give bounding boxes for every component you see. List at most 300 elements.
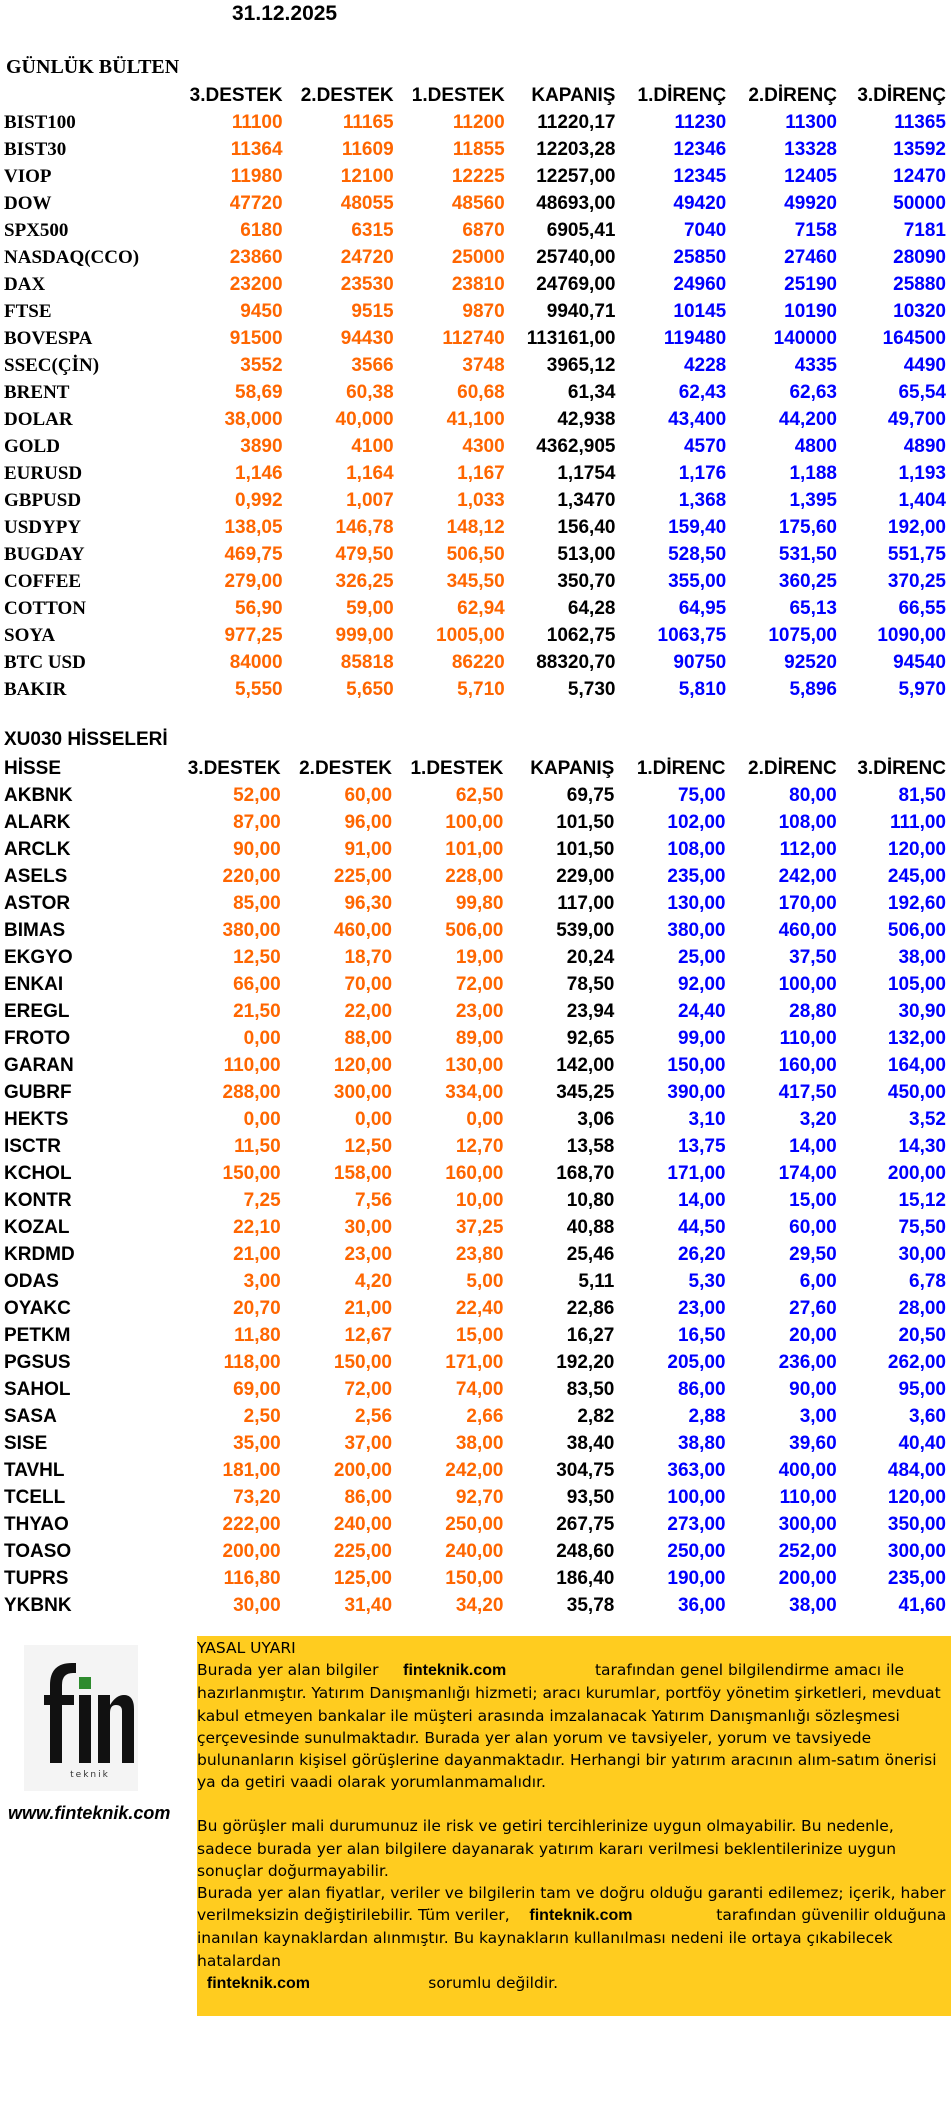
table-cell: 86,00 (344, 1486, 393, 1508)
table-cell: 479,50 (335, 543, 394, 565)
table-cell: 59,00 (346, 597, 394, 619)
table-cell: 60,00 (789, 1216, 837, 1238)
table-cell: 0,00 (355, 1108, 393, 1130)
table-cell: 111,00 (889, 811, 946, 833)
column-header: 2.DESTEK (299, 757, 393, 779)
table-cell: 3965,12 (546, 354, 616, 376)
table-cell: 334,00 (445, 1081, 504, 1103)
instrument-name: COTTON (4, 597, 87, 619)
table-row (4, 890, 952, 917)
table-cell: 92520 (784, 651, 837, 673)
column-header: HİSSE (4, 757, 62, 779)
table-cell: 1090,00 (877, 624, 946, 646)
website-link[interactable]: www.finteknik.com (8, 1803, 171, 1823)
table-cell: 0,00 (243, 1027, 281, 1049)
instrument-name: TUPRS (4, 1567, 69, 1589)
table-cell: 5,730 (567, 678, 616, 700)
finteknik-logo-icon (24, 1645, 138, 1791)
table-row (4, 595, 952, 622)
table-cell: 160,00 (445, 1162, 504, 1184)
table-cell: 171,00 (667, 1162, 726, 1184)
table-cell: 3890 (240, 435, 283, 457)
table-cell: 363,00 (667, 1459, 726, 1481)
table-row (4, 460, 952, 487)
table-row (4, 244, 952, 271)
table-cell: 171,00 (445, 1351, 504, 1373)
table-cell: 91500 (229, 327, 283, 349)
table-cell: 35,00 (233, 1432, 281, 1454)
table-cell: 168,70 (556, 1162, 615, 1184)
table-cell: 86,00 (677, 1378, 726, 1400)
instrument-name: SAHOL (4, 1378, 71, 1400)
table-cell: 102,00 (667, 811, 726, 833)
table-cell: 21,50 (233, 1000, 281, 1022)
table-cell: 267,75 (556, 1513, 615, 1535)
table-cell: 23,94 (566, 1000, 615, 1022)
instrument-name: AKBNK (4, 784, 73, 806)
table-cell: 1,164 (346, 462, 394, 484)
table-row (4, 782, 952, 809)
table-cell: 3,00 (243, 1270, 281, 1292)
table-cell: 528,50 (668, 543, 727, 565)
table-row (4, 649, 952, 676)
table-row (4, 676, 952, 703)
table-cell: 11230 (674, 111, 727, 133)
table-row (4, 298, 952, 325)
table-cell: 100,00 (445, 811, 504, 833)
table-cell: 74,00 (455, 1378, 504, 1400)
table-cell: 101,50 (556, 811, 615, 833)
table-cell: 25,46 (566, 1243, 615, 1265)
xu030-table (4, 755, 952, 1619)
table-cell: 300,00 (778, 1513, 837, 1535)
instrument-name: KOZAL (4, 1216, 70, 1238)
table-cell: 304,75 (556, 1459, 615, 1481)
table-cell: 23,00 (344, 1243, 393, 1265)
table-cell: 10,80 (566, 1189, 615, 1211)
table-cell: 999,00 (335, 624, 394, 646)
table-cell: 12470 (893, 165, 946, 187)
table-cell: 75,00 (677, 784, 726, 806)
column-header: 3.DESTEK (189, 84, 283, 106)
table-cell: 12346 (673, 138, 727, 160)
instrument-name: THYAO (4, 1513, 69, 1535)
legal-disclaimer (197, 1636, 951, 2016)
table-cell: 977,25 (224, 624, 283, 646)
table-cell: 240,00 (333, 1513, 393, 1535)
table-cell: 69,00 (233, 1378, 281, 1400)
table-cell: 80,00 (789, 784, 837, 806)
table-row (4, 136, 952, 163)
table-cell: 28,80 (789, 1000, 837, 1022)
table-cell: 15,12 (898, 1189, 946, 1211)
table-cell: 380,00 (667, 919, 726, 941)
table-cell: 5,550 (235, 678, 283, 700)
table-cell: 49920 (784, 192, 837, 214)
table-row (4, 1376, 952, 1403)
instrument-name: NASDAQ(CCO) (4, 246, 140, 268)
table-cell: 86220 (451, 651, 505, 673)
table-cell: 150,00 (333, 1351, 393, 1373)
table-cell: 4490 (903, 354, 946, 376)
table-cell: 41,60 (898, 1594, 946, 1616)
table-cell: 38,40 (566, 1432, 615, 1454)
table-cell: 58,69 (235, 381, 283, 403)
table-cell: 5,650 (346, 678, 394, 700)
table-cell: 460,00 (333, 919, 393, 941)
disclaimer-title: YASAL UYARI (197, 1639, 296, 1657)
table-cell: 1,1754 (557, 462, 616, 484)
table-cell: 12203,28 (536, 138, 616, 160)
table-cell: 4890 (903, 435, 946, 457)
table-cell: 300,00 (333, 1081, 393, 1103)
table-cell: 87,00 (233, 811, 281, 833)
table-row (4, 944, 952, 971)
table-cell: 22,00 (344, 1000, 393, 1022)
table-cell: 14,30 (898, 1135, 946, 1157)
table-row (4, 1592, 952, 1619)
table-cell: 531,50 (778, 543, 837, 565)
table-cell: 38,000 (224, 408, 283, 430)
table-cell: 24720 (340, 246, 394, 268)
table-cell: 49,700 (887, 408, 946, 430)
table-cell: 23860 (229, 246, 283, 268)
table-cell: 150,00 (667, 1054, 726, 1076)
table-row (4, 1565, 952, 1592)
table-cell: 20,50 (898, 1324, 946, 1346)
table-cell: 12257,00 (536, 165, 616, 187)
table-row (4, 917, 952, 944)
table-cell: 37,00 (344, 1432, 393, 1454)
table-cell: 7,25 (243, 1189, 281, 1211)
table-cell: 112740 (442, 327, 505, 349)
table-cell: 12,50 (233, 946, 281, 968)
table-row (4, 541, 952, 568)
table-cell: 4300 (462, 435, 505, 457)
table-cell: 44,200 (778, 408, 837, 430)
table-cell: 160,00 (778, 1054, 837, 1076)
instrument-name: KCHOL (4, 1162, 72, 1184)
table-cell: 4362,905 (536, 435, 616, 457)
instrument-name: KRDMD (4, 1243, 75, 1265)
table-cell: 6315 (351, 219, 394, 241)
table-cell: 5,30 (688, 1270, 726, 1292)
table-cell: 72,00 (455, 973, 504, 995)
table-cell: 62,50 (455, 784, 504, 806)
table-cell: 190,00 (667, 1567, 726, 1589)
table-cell: 192,00 (887, 516, 946, 538)
table-cell: 6,00 (799, 1270, 837, 1292)
table-cell: 23,00 (455, 1000, 504, 1022)
table-cell: 25880 (893, 273, 946, 295)
table-cell: 41,100 (446, 408, 505, 430)
table-cell: 18,70 (344, 946, 393, 968)
table-cell: 469,75 (224, 543, 283, 565)
table-cell: 539,00 (556, 919, 615, 941)
table-cell: 95,00 (898, 1378, 946, 1400)
table-cell: 119480 (663, 327, 727, 349)
table-cell: 5,970 (898, 678, 946, 700)
table-cell: 105,00 (887, 973, 946, 995)
table-cell: 22,10 (233, 1216, 281, 1238)
bulletin-table (4, 82, 952, 703)
disclaimer-paragraph-1: Burada yer alan bilgiler finteknik.com tarafından genel bilgilendirme amacı ile hazırlanmıştır. Yatırım Danışmanlığı hizmeti; aracı kurumlar, portföy yönetim şirketleri, mevduat kabul etmeyen bankalar ile müşteri arasında imzalanacak Yatırım Danışmanlığı sözleşmesi çerçevesinde sunulmaktadır. Burada yer alan yorum ve tavsiyeler, yorum ve tavsiyede bulunanların kişisel görüşlerine dayanmaktadır. Herhangi bir yatırım aracının alım-satım önerisi ya da getiri vaadi olarak yorumlanmamalıdır. (197, 1661, 941, 1792)
instrument-name: KONTR (4, 1189, 72, 1211)
table-cell: 400,00 (778, 1459, 837, 1481)
column-header: 1.DESTEK (411, 84, 505, 106)
table-cell: 92,00 (677, 973, 726, 995)
table-cell: 73,20 (233, 1486, 281, 1508)
table-cell: 11,50 (234, 1135, 281, 1157)
table-cell: 29,50 (789, 1243, 837, 1265)
table-cell: 70,00 (344, 973, 393, 995)
table-row (4, 863, 952, 890)
table-cell: 9940,71 (546, 300, 616, 322)
table-cell: 27,60 (789, 1297, 837, 1319)
column-header: 3.DİRENÇ (857, 84, 946, 106)
table-cell: 96,00 (344, 811, 393, 833)
table-cell: 11365 (894, 111, 946, 133)
table-cell: 47720 (229, 192, 283, 214)
table-cell: 130,00 (445, 1054, 504, 1076)
column-header: 2.DİRENÇ (748, 84, 837, 106)
table-cell: 4800 (794, 435, 837, 457)
table-cell: 38,00 (455, 1432, 504, 1454)
instrument-name: ASELS (4, 865, 68, 887)
instrument-name: ASTOR (4, 892, 71, 914)
table-cell: 3,06 (577, 1108, 615, 1130)
table-cell: 25190 (784, 273, 837, 295)
table-cell: 110,00 (779, 1027, 837, 1049)
table-row (4, 325, 952, 352)
table-cell: 250,00 (667, 1540, 726, 1562)
table-cell: 31,40 (344, 1594, 393, 1616)
instrument-name: TOASO (4, 1540, 72, 1562)
table-cell: 38,80 (677, 1432, 726, 1454)
instrument-name: BIST100 (4, 111, 76, 133)
table-row (4, 568, 952, 595)
table-cell: 120,00 (887, 838, 946, 860)
table-cell: 28090 (893, 246, 946, 268)
table-cell: 3,20 (799, 1108, 837, 1130)
brand-name: finteknik.com (206, 1974, 310, 1992)
instrument-name: GARAN (4, 1054, 74, 1076)
instrument-name: COFFEE (4, 570, 82, 592)
table-cell: 2,50 (243, 1405, 281, 1427)
table-cell: 49420 (673, 192, 727, 214)
table-cell: 110,00 (779, 1486, 837, 1508)
instrument-name: DOLAR (4, 408, 73, 430)
table-cell: 23810 (451, 273, 505, 295)
table-cell: 16,27 (566, 1324, 615, 1346)
table-cell: 84000 (229, 651, 283, 673)
table-row (4, 1538, 952, 1565)
table-cell: 19,00 (455, 946, 504, 968)
instrument-name: BOVESPA (4, 327, 93, 349)
table-cell: 11,80 (234, 1324, 281, 1346)
table-cell: 117,00 (557, 892, 615, 914)
column-header: 1.DİRENÇ (637, 84, 727, 106)
instrument-name: ARCLK (4, 838, 71, 860)
table-cell: 3,00 (799, 1405, 837, 1427)
instrument-name: OYAKC (4, 1297, 71, 1319)
column-header: KAPANIŞ (530, 757, 615, 779)
table-cell: 91,00 (344, 838, 393, 860)
table-row (4, 836, 952, 863)
table-cell: 64,28 (567, 597, 616, 619)
table-cell: 10,00 (455, 1189, 504, 1211)
table-row (4, 1511, 952, 1538)
table-cell: 28,00 (898, 1297, 946, 1319)
table-cell: 4570 (683, 435, 727, 457)
table-row (4, 1268, 952, 1295)
table-cell: 1,146 (235, 462, 283, 484)
table-cell: 25740,00 (536, 246, 616, 268)
table-cell: 551,75 (887, 543, 946, 565)
table-cell: 159,40 (668, 516, 727, 538)
table-cell: 101,50 (556, 838, 615, 860)
instrument-name: VIOP (4, 165, 52, 187)
table-cell: 326,25 (335, 570, 394, 592)
instrument-name: ODAS (4, 1270, 59, 1292)
table-cell: 12345 (673, 165, 727, 187)
table-cell: 35,78 (566, 1594, 615, 1616)
table-cell: 252,00 (778, 1540, 837, 1562)
table-cell: 7158 (794, 219, 837, 241)
table-cell: 242,00 (778, 865, 837, 887)
instrument-name: SPX500 (4, 219, 69, 241)
table-cell: 120,00 (333, 1054, 393, 1076)
table-cell: 164,00 (887, 1054, 946, 1076)
table-cell: 9515 (351, 300, 394, 322)
table-cell: 38,00 (898, 946, 946, 968)
table-row (4, 809, 952, 836)
table-cell: 4335 (794, 354, 837, 376)
table-cell: 60,00 (344, 784, 393, 806)
table-cell: 5,00 (466, 1270, 504, 1292)
table-cell: 30,00 (233, 1594, 281, 1616)
table-cell: 2,66 (466, 1405, 504, 1427)
table-cell: 125,00 (333, 1567, 393, 1589)
table-cell: 200,00 (222, 1540, 281, 1562)
table-cell: 390,00 (667, 1081, 726, 1103)
instrument-name: BIST30 (4, 138, 67, 160)
table-cell: 10145 (673, 300, 727, 322)
table-cell: 25850 (673, 246, 727, 268)
table-cell: 23200 (229, 273, 283, 295)
table-cell: 90,00 (233, 838, 281, 860)
xu030-title: XU030 HİSSELERİ (4, 729, 168, 750)
table-cell: 61,34 (567, 381, 616, 403)
table-cell: 245,00 (887, 865, 946, 887)
table-cell: 52,00 (233, 784, 281, 806)
table-cell: 21,00 (233, 1243, 281, 1265)
table-cell: 13,75 (677, 1135, 726, 1157)
table-cell: 78,50 (566, 973, 615, 995)
table-cell: 140000 (773, 327, 837, 349)
table-cell: 300,00 (887, 1540, 946, 1562)
table-row (4, 1295, 952, 1322)
table-cell: 506,00 (445, 919, 504, 941)
instrument-name: BAKIR (4, 678, 67, 700)
bulletin-title: GÜNLÜK BÜLTEN (6, 56, 180, 78)
table-cell: 175,60 (778, 516, 837, 538)
table-row (4, 1214, 952, 1241)
table-cell: 229,00 (556, 865, 615, 887)
table-cell: 11165 (342, 111, 394, 133)
table-row (4, 1106, 952, 1133)
table-cell: 96,30 (344, 892, 393, 914)
table-cell: 236,00 (778, 1351, 837, 1373)
table-cell: 65,54 (898, 381, 946, 403)
table-cell: 60,68 (457, 381, 505, 403)
table-cell: 11300 (785, 111, 837, 133)
table-cell: 1,193 (898, 462, 946, 484)
table-cell: 94430 (340, 327, 394, 349)
table-row (4, 1160, 952, 1187)
table-cell: 1,395 (789, 489, 837, 511)
table-cell: 65,13 (789, 597, 837, 619)
table-cell: 370,25 (887, 570, 946, 592)
table-cell: 279,00 (224, 570, 283, 592)
table-cell: 60,38 (346, 381, 394, 403)
instrument-name: YKBNK (4, 1594, 72, 1616)
table-cell: 48693,00 (536, 192, 616, 214)
instrument-name: TCELL (4, 1486, 66, 1508)
table-cell: 89,00 (455, 1027, 504, 1049)
table-cell: 228,00 (445, 865, 504, 887)
instrument-name: TAVHL (4, 1459, 65, 1481)
table-cell: 288,00 (222, 1081, 281, 1103)
instrument-name: FTSE (4, 300, 52, 322)
table-cell: 1,176 (678, 462, 727, 484)
table-cell: 6,78 (909, 1270, 946, 1292)
table-cell: 48560 (451, 192, 505, 214)
table-cell: 4,20 (355, 1270, 393, 1292)
disclaimer-paragraph-3: Burada yer alan fiyatlar, veriler ve bilgilerin tam ve doğru olduğu garanti edilemez; içerik, haber verilmeksizin değiştirilebilir. Tüm veriler, finteknik.com tarafından güvenilir olduğuna inanılan kaynaklardan alınmıştır. Bu kaynakların kullanılması nedeni ile ortaya çıkabilecek hatalardan finteknik.com sorumlu değildir. (197, 1884, 947, 1992)
instrument-name: SOYA (4, 624, 56, 646)
table-row (4, 487, 952, 514)
table-cell: 156,40 (557, 516, 616, 538)
table-cell: 2,82 (577, 1405, 615, 1427)
table-cell: 20,00 (789, 1324, 837, 1346)
table-cell: 50000 (893, 192, 946, 214)
table-row (4, 379, 952, 406)
table-cell: 12405 (784, 165, 837, 187)
table-cell: 92,65 (566, 1027, 615, 1049)
table-cell: 5,810 (678, 678, 727, 700)
table-cell: 39,60 (789, 1432, 837, 1454)
table-cell: 64,95 (678, 597, 727, 619)
instrument-name: DAX (4, 273, 46, 295)
brand-name: finteknik.com (403, 1662, 507, 1680)
table-cell: 62,94 (457, 597, 505, 619)
table-row (4, 1457, 952, 1484)
table-cell: 350,70 (557, 570, 616, 592)
table-cell: 25,00 (677, 946, 726, 968)
table-row (4, 514, 952, 541)
table-row (4, 1052, 952, 1079)
table-cell: 20,24 (566, 946, 615, 968)
table-cell: 148,12 (446, 516, 505, 538)
table-cell: 37,50 (789, 946, 837, 968)
table-cell: 23,00 (677, 1297, 726, 1319)
table-cell: 1005,00 (436, 624, 505, 646)
instrument-name: EKGYO (4, 946, 73, 968)
table-row (4, 1133, 952, 1160)
table-cell: 85,00 (233, 892, 281, 914)
table-cell: 15,00 (455, 1324, 504, 1346)
